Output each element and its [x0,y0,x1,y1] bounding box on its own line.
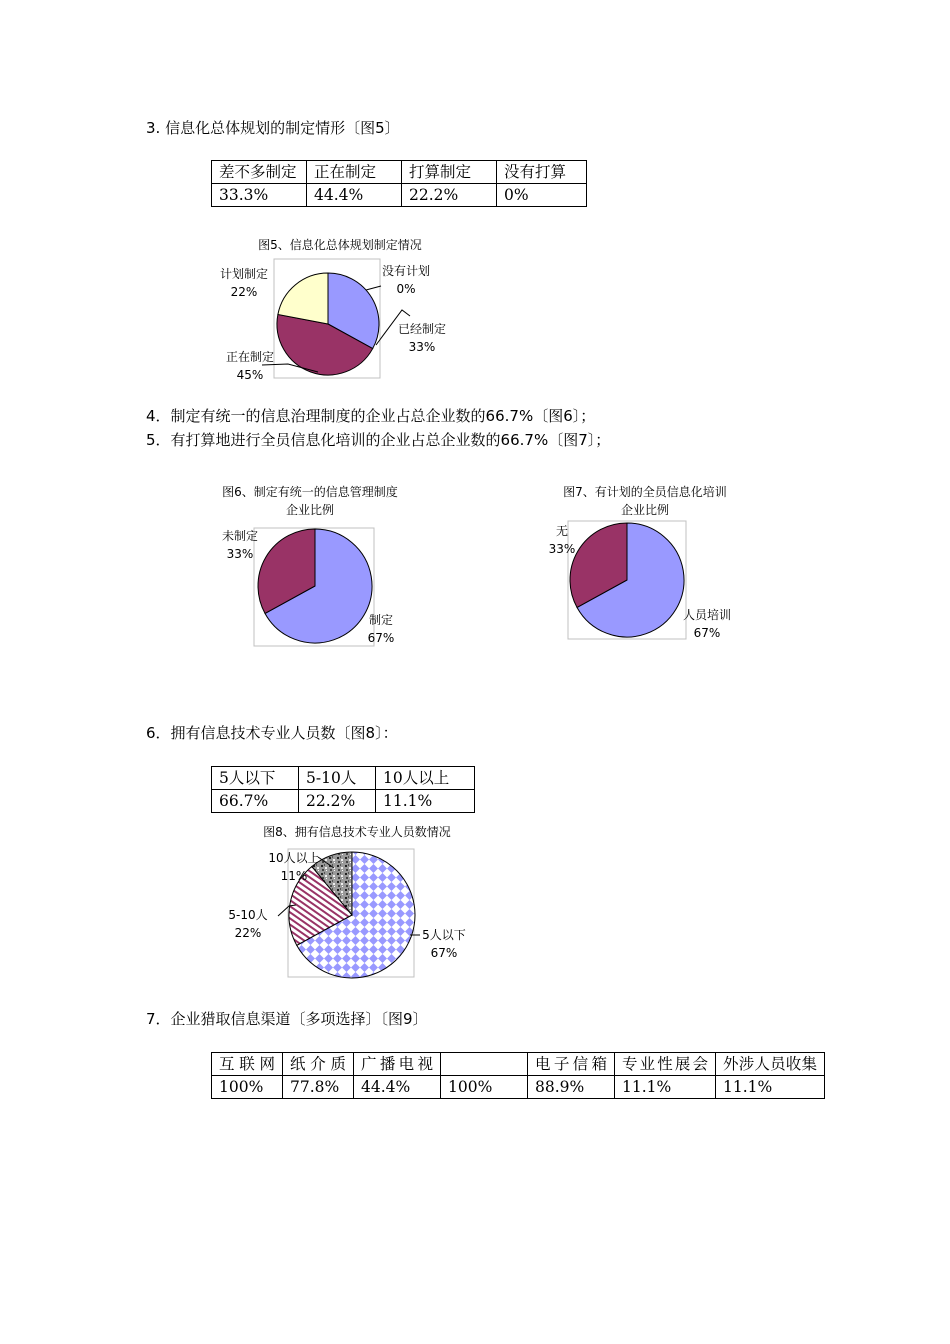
chart7-title-line2: 企业比例 [620,503,669,517]
section-3-heading: 3. 信息化总体规划的制定情形〔图5〕 [146,119,400,137]
table-header-cell: 5-10人 [299,767,376,790]
table-cell: 11.1% [376,790,475,813]
table-header-cell: 电子信箱 [528,1053,615,1076]
slice-label: 正在制定 [225,350,274,364]
slice-label: 已经制定 [397,322,446,336]
section-4-text: 4．制定有统一的信息治理制度的企业占总企业数的66.7%〔图6〕； [146,407,596,425]
section-5-text: 5．有打算地进行全员信息化培训的企业占总企业数的66.7%〔图7〕； [146,431,611,449]
chart8-title: 图8、拥有信息技术专业人员数情况 [263,825,451,839]
table-cell: 77.8% [283,1076,354,1099]
table-header-cell: 专业性展会 [615,1053,716,1076]
table-row [212,1053,825,1076]
slice-label: 10人以上 [268,851,320,865]
slice-label: 人员培训 [682,608,731,622]
table-cell: 44.4% [307,184,402,207]
slice-pct: 33% [548,542,576,556]
table-header-cell: 纸介质 [283,1053,354,1076]
slice-pct: 45% [236,368,264,382]
table-header-cell: 广播电视 [354,1053,441,1076]
table-header-cell: 10人以上 [376,767,475,790]
table-fig9 [211,1052,825,1099]
slice-pct: 11% [280,869,308,883]
slice-label: 计划制定 [219,267,268,281]
slice-label: 没有计划 [381,264,430,278]
table-cell: 44.4% [354,1076,441,1099]
slice-label: 5人以下 [422,928,466,942]
chart6-title-line1: 图6、制定有统一的信息管理制度 [222,485,398,499]
chart8-label-10plus [262,849,326,885]
table-cell: 11.1% [716,1076,825,1099]
slice-pct: 33% [408,340,436,354]
table-cell: 22.2% [402,184,497,207]
section-6-heading: 6．拥有信息技术专业人员数〔图8〕： [146,724,398,742]
section-7-heading: 7．企业猎取信息渠道〔多项选择〕〔图9〕 [146,1010,428,1028]
slice-pct: 67% [367,631,395,645]
chart8-label-under5 [412,926,476,962]
table-header-cell: 互联网 [212,1053,283,1076]
table-header-cell [441,1053,528,1076]
table-header-cell: 外涉人员收集 [716,1053,825,1076]
slice-label: 制定 [368,613,393,627]
chart5-title: 图5、信息化总体规划制定情况 [258,238,422,252]
table-cell: 100% [212,1076,283,1099]
table-cell: 33.3% [212,184,307,207]
slice-label: 未制定 [221,529,258,543]
chart6-title-line2: 企业比例 [285,503,334,517]
table-header-cell: 差不多制定 [212,161,307,184]
table-row [212,1076,825,1099]
table-cell: 0% [497,184,587,207]
slice-pct: 22% [234,926,262,940]
table-cell: 22.2% [299,790,376,813]
slice-pct: 22% [230,285,258,299]
slice-pct: 33% [226,547,254,561]
table-header-cell: 打算制定 [402,161,497,184]
slice-label: 无 [555,524,568,538]
chart7-title-line1: 图7、有计划的全员信息化培训 [563,485,727,499]
slice-pct: 67% [430,946,458,960]
table-cell: 88.9% [528,1076,615,1099]
table-cell: 100% [441,1076,528,1099]
table-cell: 66.7% [212,790,299,813]
slice-pct: 0% [396,282,416,296]
table-header-cell: 正在制定 [307,161,402,184]
chart8-label-5to10 [220,906,276,942]
slice-label: 5-10人 [228,908,268,922]
slice-pct: 67% [693,626,721,640]
table-header-cell: 5人以下 [212,767,299,790]
table-header-cell: 没有打算 [497,161,587,184]
table-cell: 11.1% [615,1076,716,1099]
